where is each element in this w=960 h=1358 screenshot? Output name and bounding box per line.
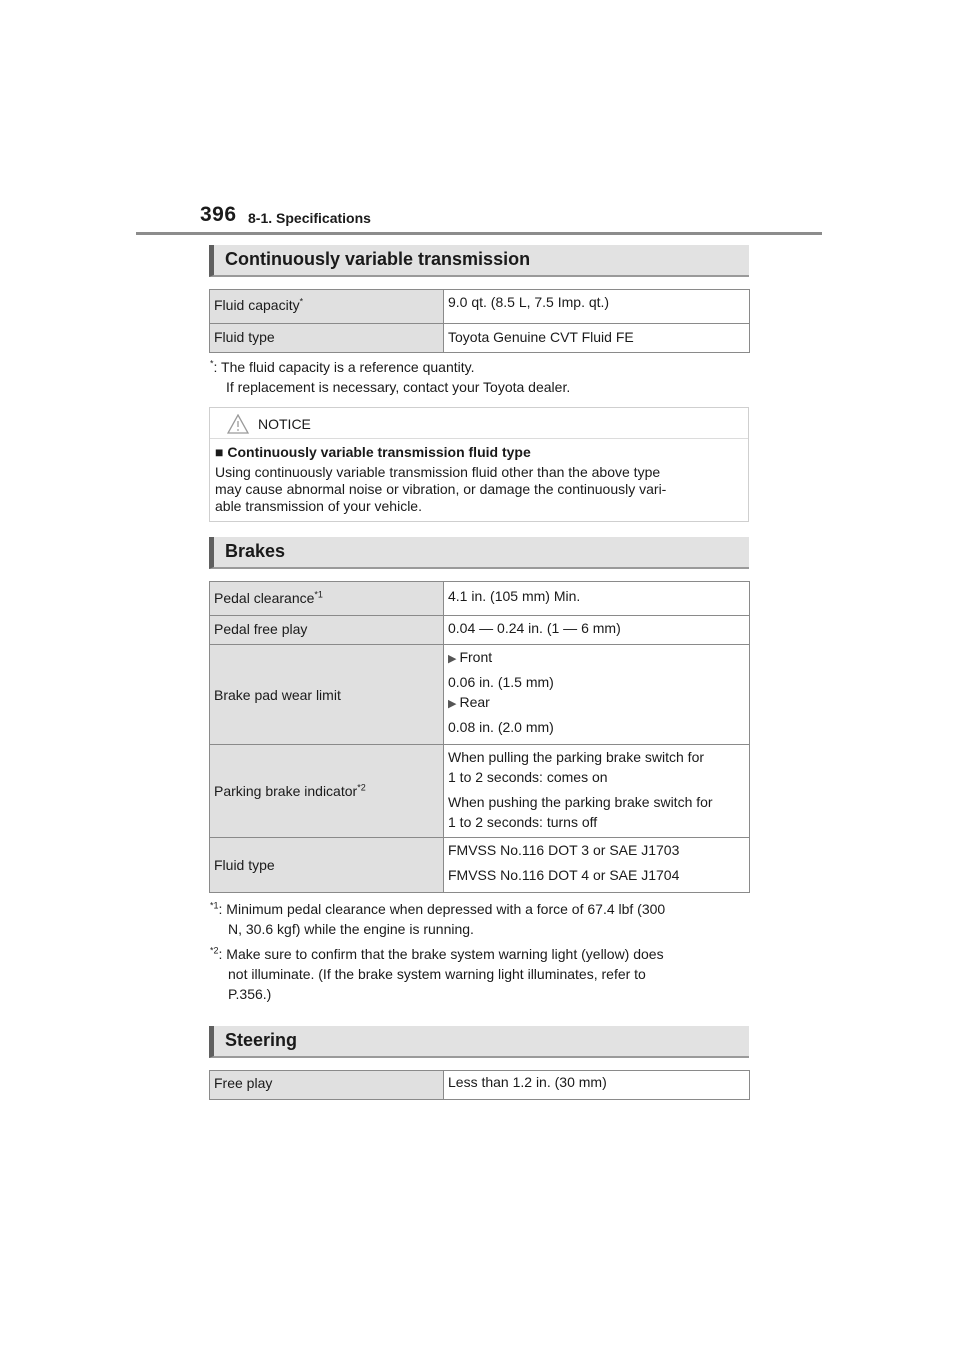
spec-value: FMVSS No.116 DOT 3 or SAE J1703 FMVSS No.116 DOT 4 or SAE J1704 <box>444 838 750 893</box>
table-row <box>210 1071 750 1100</box>
triangle-right-icon: ▶ <box>448 698 457 710</box>
table-row <box>210 645 750 745</box>
spec-value: 4.1 in. (105 mm) Min. <box>444 582 750 616</box>
bullet-square-icon: ■ <box>215 444 224 460</box>
spec-value: Toyota Genuine CVT Fluid FE <box>444 324 750 353</box>
brakes-footnote-2-line2: not illuminate. (If the brake system warning light illuminates, refer to <box>228 966 646 982</box>
spec-value: ▶ Front 0.06 in. (1.5 mm) ▶ Rear 0.08 in. (2.0 mm) <box>444 645 750 745</box>
notice-box <box>209 407 749 522</box>
cvt-footnote-line2: If replacement is necessary, contact your Toyota dealer. <box>226 379 571 395</box>
section-label: 8-1. Specifications <box>248 210 371 226</box>
table-row <box>210 745 750 838</box>
spec-key: Pedal free play <box>210 616 444 645</box>
spec-value: 0.04 — 0.24 in. (1 — 6 mm) <box>444 616 750 645</box>
warning-icon <box>227 414 249 434</box>
spec-key: Pedal clearance$^{*1}$ <box>210 582 444 616</box>
header-divider <box>136 232 822 235</box>
spec-key: Brake pad wear limit <box>210 645 444 745</box>
cvt-section-title: Continuously variable transmission <box>225 249 531 269</box>
spec-key: Fluid capacity* <box>210 290 444 324</box>
brakes-footnote-1-line2: N, 30.6 kgf) while the engine is running. <box>228 921 474 937</box>
brakes-section-title: Brakes <box>225 541 286 561</box>
steering-section-heading <box>209 1026 749 1058</box>
steering-section-title: Steering <box>225 1030 298 1050</box>
table-row <box>210 838 750 893</box>
spec-key: Parking brake indicator$^{*2}$ <box>210 745 444 838</box>
spec-key: Fluid type <box>210 838 444 893</box>
brakes-footnote-1: $^{*1}$: Minimum pedal clearance when depressed with a force of 67.4 lbf (300 <box>210 900 666 917</box>
brakes-section-heading <box>209 537 749 569</box>
brakes-footnote-2: $^{*2}$: Make sure to confirm that the brake system warning light (yellow) does <box>210 945 664 962</box>
table-row <box>210 582 750 616</box>
cvt-spec-table <box>209 289 750 353</box>
table-row <box>210 290 750 324</box>
spec-key: Free play <box>210 1071 444 1100</box>
triangle-right-icon: ▶ <box>448 653 457 665</box>
notice-subtitle: ■ Continuously variable transmission fluid type <box>215 444 531 460</box>
notice-title: NOTICE <box>258 416 311 432</box>
page-number: 396 <box>200 203 237 226</box>
cvt-section-heading <box>209 245 749 277</box>
table-row <box>210 324 750 353</box>
spec-value: When pulling the parking brake switch for 1 to 2 seconds: comes on When pushing the parking brake switch for 1 to 2 seconds: turns off <box>444 745 750 838</box>
spec-value: 9.0 qt. (8.5 L, 7.5 Imp. qt.) <box>444 290 750 324</box>
spec-value: Less than 1.2 in. (30 mm) <box>444 1071 750 1100</box>
table-row <box>210 616 750 645</box>
brakes-footnote-2-line3: P.356.) <box>228 986 272 1002</box>
spec-key: Fluid type <box>210 324 444 353</box>
notice-body: Using continuously variable transmission fluid other than the above type may cause abnormal noise or vibration, or damage the continuously vari- able transmission of your vehicle. <box>215 464 667 514</box>
cvt-footnote: *: The fluid capacity is a reference quantity. <box>210 358 475 375</box>
notice-divider <box>210 438 748 439</box>
steering-spec-table <box>209 1070 750 1100</box>
brakes-spec-table <box>209 581 750 893</box>
